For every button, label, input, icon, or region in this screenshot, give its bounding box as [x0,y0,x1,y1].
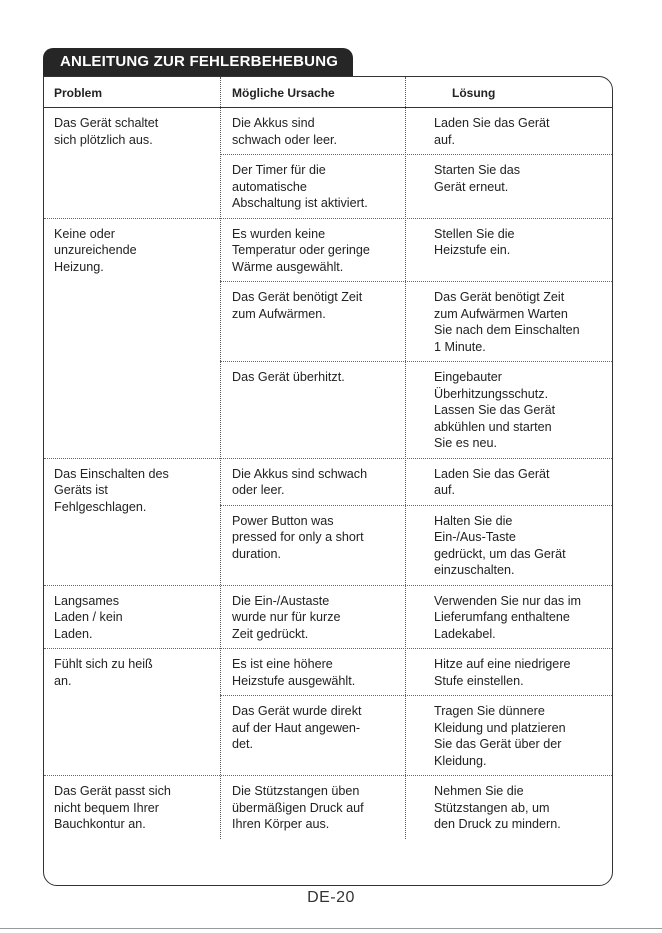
table-row [220,586,612,649]
table-row [220,362,612,458]
cause-cell: Es wurden keine Temperatur oder geringe Wärme ausgewählt. [232,226,370,274]
table-row [220,696,612,775]
problem-group [44,649,612,776]
troubleshooting-table [43,76,613,886]
cause-solution-list [220,219,612,458]
solution-cell: Eingebauter Überhitzungsschutz. Lassen Sie das Gerät abkühlen und starten Sie es neu. [434,370,556,450]
table-header [44,77,612,108]
problem-group [44,219,612,459]
cause-solution-list [220,586,612,649]
problem-cell: Keine oder unzureichende Heizung. [54,226,137,274]
table-row [220,108,612,155]
column-divider [220,108,221,839]
header-solution: Lösung [452,86,496,100]
problem-group [44,586,612,650]
table-row [220,649,612,696]
cause-cell: Das Gerät überhitzt. [232,370,345,384]
cause-cell: Die Stützstangen üben übermäßigen Druck auf Ihren Körper aus. [232,784,364,831]
solution-cell: Verwenden Sie nur das im Lieferumfang enthaltene Ladekabel. [434,593,582,641]
column-divider [220,77,221,107]
header-problem: Problem [54,86,103,100]
page-bottom-rule [0,928,662,929]
cause-solution-list [220,459,612,585]
cause-cell: Power Button was pressed for only a short duration. [232,513,364,561]
solution-cell: Laden Sie das Gerät auf. [434,466,550,497]
table-row [220,219,612,283]
cause-solution-list [220,649,612,775]
page-title: ANLEITUNG ZUR FEHLERBEHEBUNG [43,48,353,76]
problem-group [44,776,612,839]
table-row [220,776,612,839]
page-number: DE-20 [307,889,355,906]
solution-cell: Das Gerät benötigt Zeit zum Aufwärmen Warten Sie nach dem Einschalten 1 Minute. [434,290,580,354]
problem-cell: Das Gerät passt sich nicht bequem Ihrer Bauchkontur an. [54,784,171,831]
header-cause: Mögliche Ursache [232,86,335,100]
cause-cell: Der Timer für die automatische Abschaltung ist aktiviert. [232,163,368,210]
problem-cell: Das Gerät schaltet sich plötzlich aus. [54,116,159,147]
solution-cell: Laden Sie das Gerät auf. [434,116,550,147]
cause-cell: Das Gerät benötigt Zeit zum Aufwärmen. [232,290,363,321]
table-body [44,108,612,839]
problem-group [44,459,612,586]
solution-cell: Starten Sie das Gerät erneut. [434,163,521,194]
column-divider [405,77,406,107]
solution-cell: Stellen Sie die Heizstufe ein. [434,226,515,257]
problem-group [44,108,612,219]
column-divider [405,108,406,839]
cause-solution-list [220,776,612,839]
problem-cell: Langsames Laden / kein Laden. [54,593,123,641]
cause-cell: Das Gerät wurde direkt auf der Haut angewen- det. [232,704,362,751]
problem-cell: Das Einschalten des Geräts ist Fehlgeschlagen. [54,466,169,514]
cause-solution-list [220,108,612,218]
table-row [220,459,612,506]
solution-cell: Tragen Sie dünnere Kleidung und platzieren Sie das Gerät über der Kleidung. [434,704,566,768]
table-row [220,282,612,362]
cause-cell: Es ist eine höhere Heizstufe ausgewählt. [232,657,356,688]
table-row [220,506,612,585]
table-row [220,155,612,218]
solution-cell: Nehmen Sie die Stützstangen ab, um den Druck zu mindern. [434,784,561,831]
cause-cell: Die Akkus sind schwach oder leer. [232,466,368,497]
solution-cell: Hitze auf eine niedrigere Stufe einstellen. [434,657,571,688]
cause-cell: Die Akkus sind schwach oder leer. [232,116,338,147]
solution-cell: Halten Sie die Ein-/Aus-Taste gedrückt, um das Gerät einzuschalten. [434,513,566,577]
problem-cell: Fühlt sich zu heiß an. [54,657,153,688]
cause-cell: Die Ein-/Austaste wurde nur für kurze Zeit gedrückt. [232,593,341,641]
